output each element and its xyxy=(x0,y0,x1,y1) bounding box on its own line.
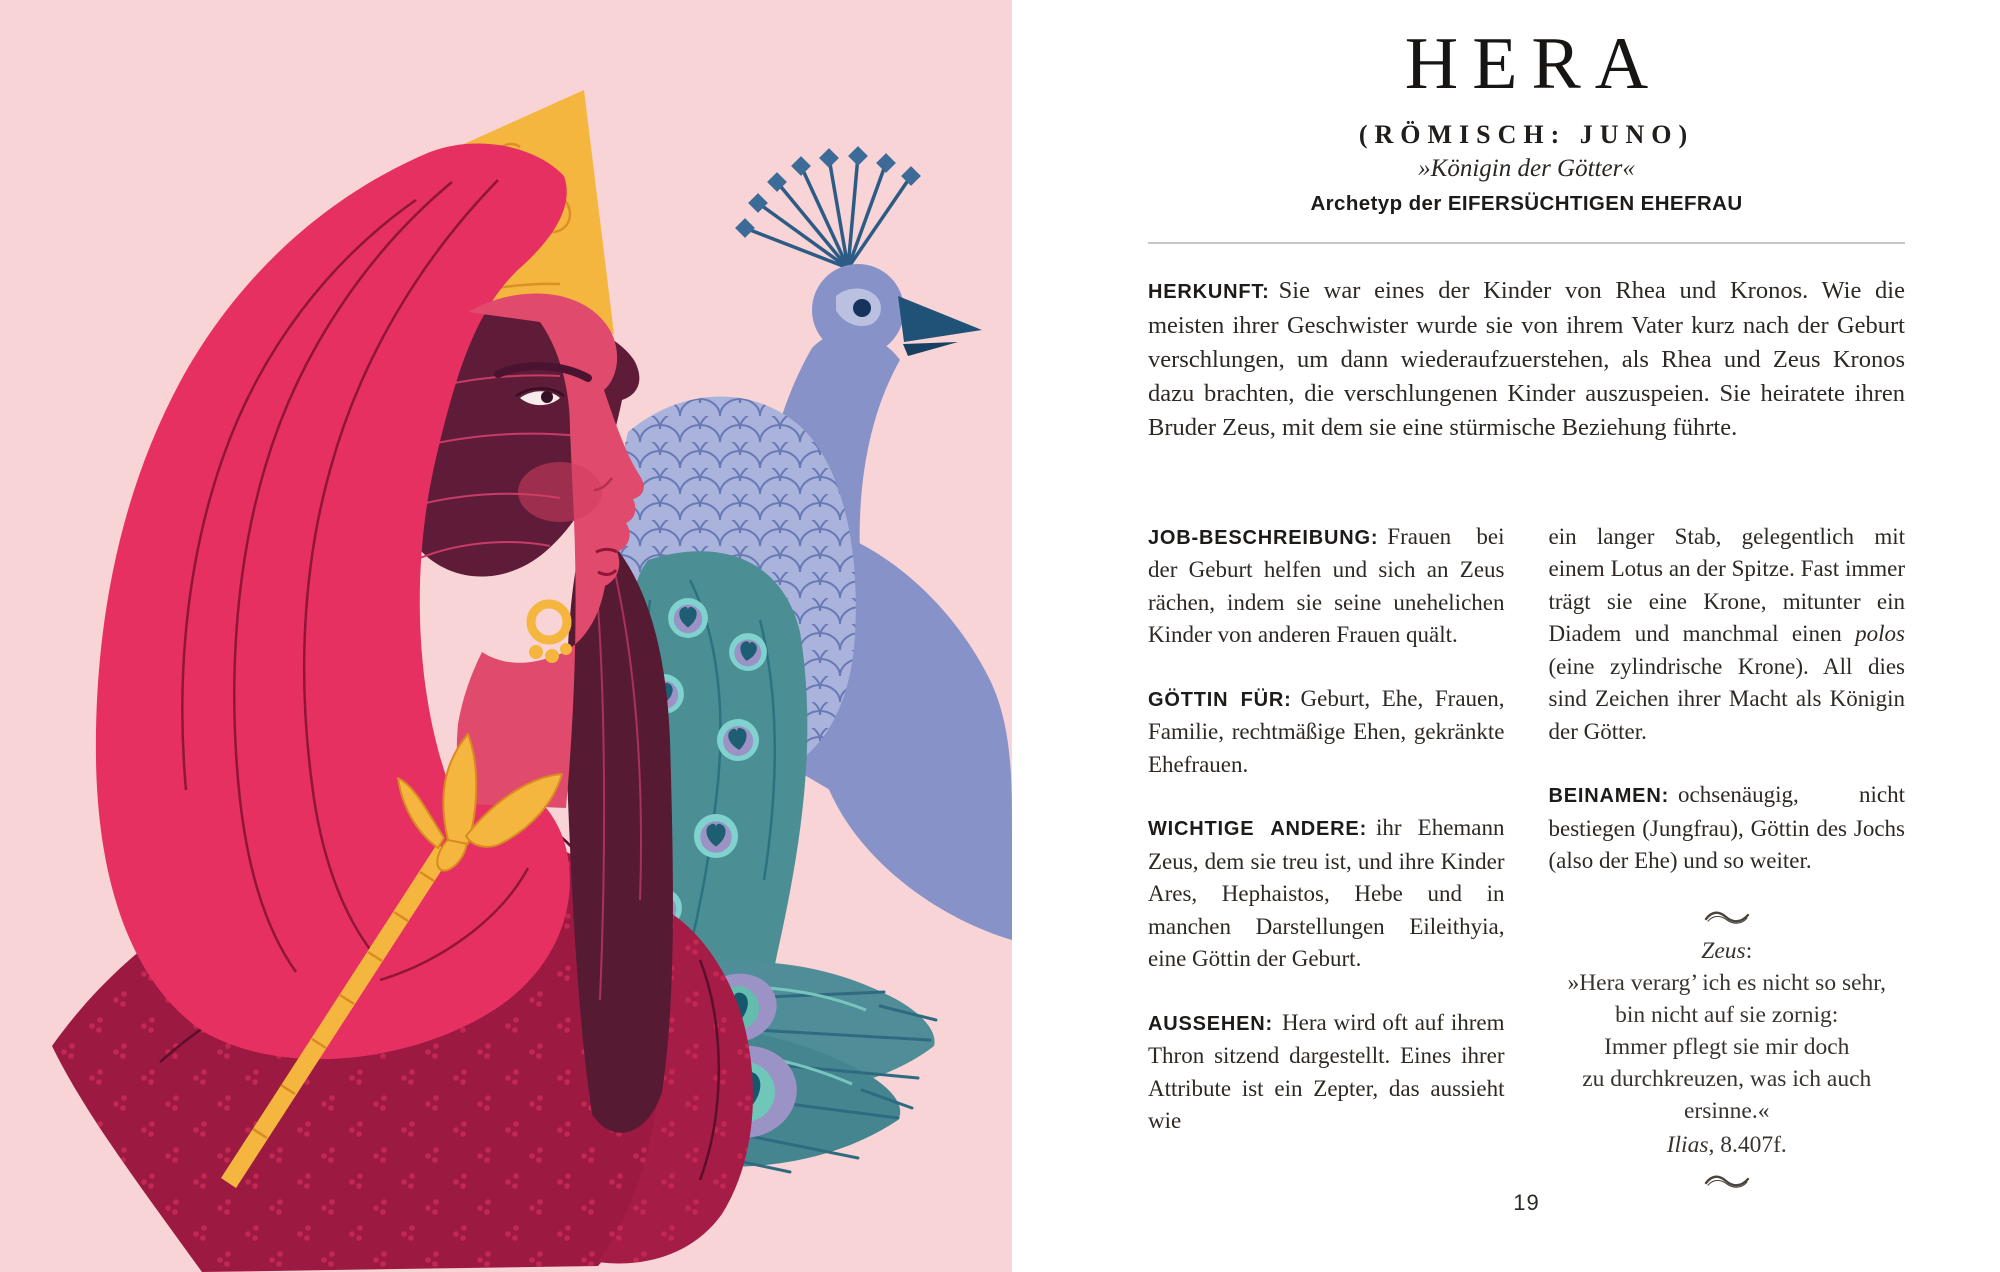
flourish-icon xyxy=(1703,909,1751,925)
left-column xyxy=(1148,521,1505,1189)
flourish-icon xyxy=(1703,1173,1751,1189)
beinamen-label: BEINAMEN: xyxy=(1548,785,1670,808)
goettin-text: Geburt, Ehe, Frauen, Familie, rechtmäßige Ehen, gekränkte Ehefrauen. xyxy=(1148,685,1505,777)
aussehen-continuation xyxy=(1549,521,1906,749)
masthead xyxy=(1148,23,1905,216)
quote-line: Immer pflegt sie mir doch xyxy=(1604,1033,1850,1060)
peacock-eye xyxy=(853,299,871,317)
zeus-quote xyxy=(1549,909,1906,1189)
quote-line: bin nicht auf sie zornig: xyxy=(1615,1001,1839,1028)
archetype-line xyxy=(1148,192,1905,216)
epithet: »Königin der Götter« xyxy=(1418,154,1635,182)
roman-name: (RÖMISCH: JUNO) xyxy=(1358,119,1695,149)
right-column xyxy=(1549,521,1906,1189)
section-divider xyxy=(1148,242,1905,244)
two-column-section xyxy=(1148,521,1905,1189)
quote-line: zu durchkreuzen, was ich auch ersinne.« xyxy=(1582,1065,1872,1124)
page-number: 19 xyxy=(1513,1190,1540,1215)
continuation-pre: ein langer Stab, gelegentlich mit einem Lotus an der Spitze. Fast immer trägt sie eine Krone, mitunter ein Diadem und manchmal einen xyxy=(1548,523,1905,647)
aussehen-label: AUSSEHEN: xyxy=(1148,1012,1273,1035)
job-entry xyxy=(1148,521,1505,652)
archetype-prefix: Archetyp der xyxy=(1310,191,1442,215)
page-title: HERA xyxy=(1404,23,1663,105)
herkunft-paragraph xyxy=(1148,274,1905,445)
job-text: Frauen bei der Geburt helfen und sich an Zeus rächen, indem sie seine unehelichen Kinder von anderen Frauen quält. xyxy=(1148,523,1505,648)
continuation-post: (eine zylindrische Krone). All dies sind Zeichen ihrer Macht als Königin der Götter. xyxy=(1548,653,1905,744)
quote-attribution: Zeus: xyxy=(1701,937,1753,964)
beinamen-text: ochsenäugig, nicht bestiegen (Jungfrau), Göttin des Jochs (also der Ehe) und so weiter. xyxy=(1548,782,1905,874)
quote-line: »Hera verarg’ ich es nicht so sehr, xyxy=(1567,969,1887,996)
aussehen-entry xyxy=(1148,1007,1505,1138)
beinamen-entry xyxy=(1549,779,1906,878)
quote-source-title: Ilias xyxy=(1666,1131,1709,1158)
aussehen-text: Hera wird oft auf ihrem Thron sitzend dargestellt. Eines ihrer Attribute ist ein Zepter, das aussieht wie xyxy=(1148,1009,1505,1134)
wichtige-label: WICHTIGE ANDERE: xyxy=(1148,818,1368,841)
wichtige-text: ihr Ehemann Zeus, dem sie treu ist, und ihre Kinder Ares, Hephaistos, Hebe und in manchen Darstellungen Eileithyia, eine Göttin der Geburt. xyxy=(1148,815,1505,972)
quote-speaker: Zeus xyxy=(1701,937,1746,964)
goettin-entry xyxy=(1148,683,1505,782)
herkunft-label: HERKUNFT: xyxy=(1148,280,1270,303)
archetype-caps: EIFERSÜCHTIGEN EHEFRAU xyxy=(1447,191,1743,215)
continuation-italic: polos xyxy=(1855,621,1905,647)
quote-source: Ilias, 8.407f. xyxy=(1666,1131,1787,1158)
wichtige-entry xyxy=(1148,812,1505,976)
job-label: JOB-BESCHREIBUNG: xyxy=(1148,526,1379,549)
text-page xyxy=(1012,0,2000,1272)
herkunft-text: Sie war eines der Kinder von Rhea und Kronos. Wie die meisten ihrer Geschwister wurde sie von ihrem Vater kurz nach der Geburt verschlungen, um dann wiederaufzuerstehen, als Rhea und Zeus Kronos dazu brachten, die verschlungenen Kinder auszuspeien. Sie heiratete ihren Bruder Zeus, mit dem sie eine stürmische Beziehung führte. xyxy=(1148,276,1905,441)
goettin-label: GÖTTIN FÜR: xyxy=(1148,688,1292,711)
